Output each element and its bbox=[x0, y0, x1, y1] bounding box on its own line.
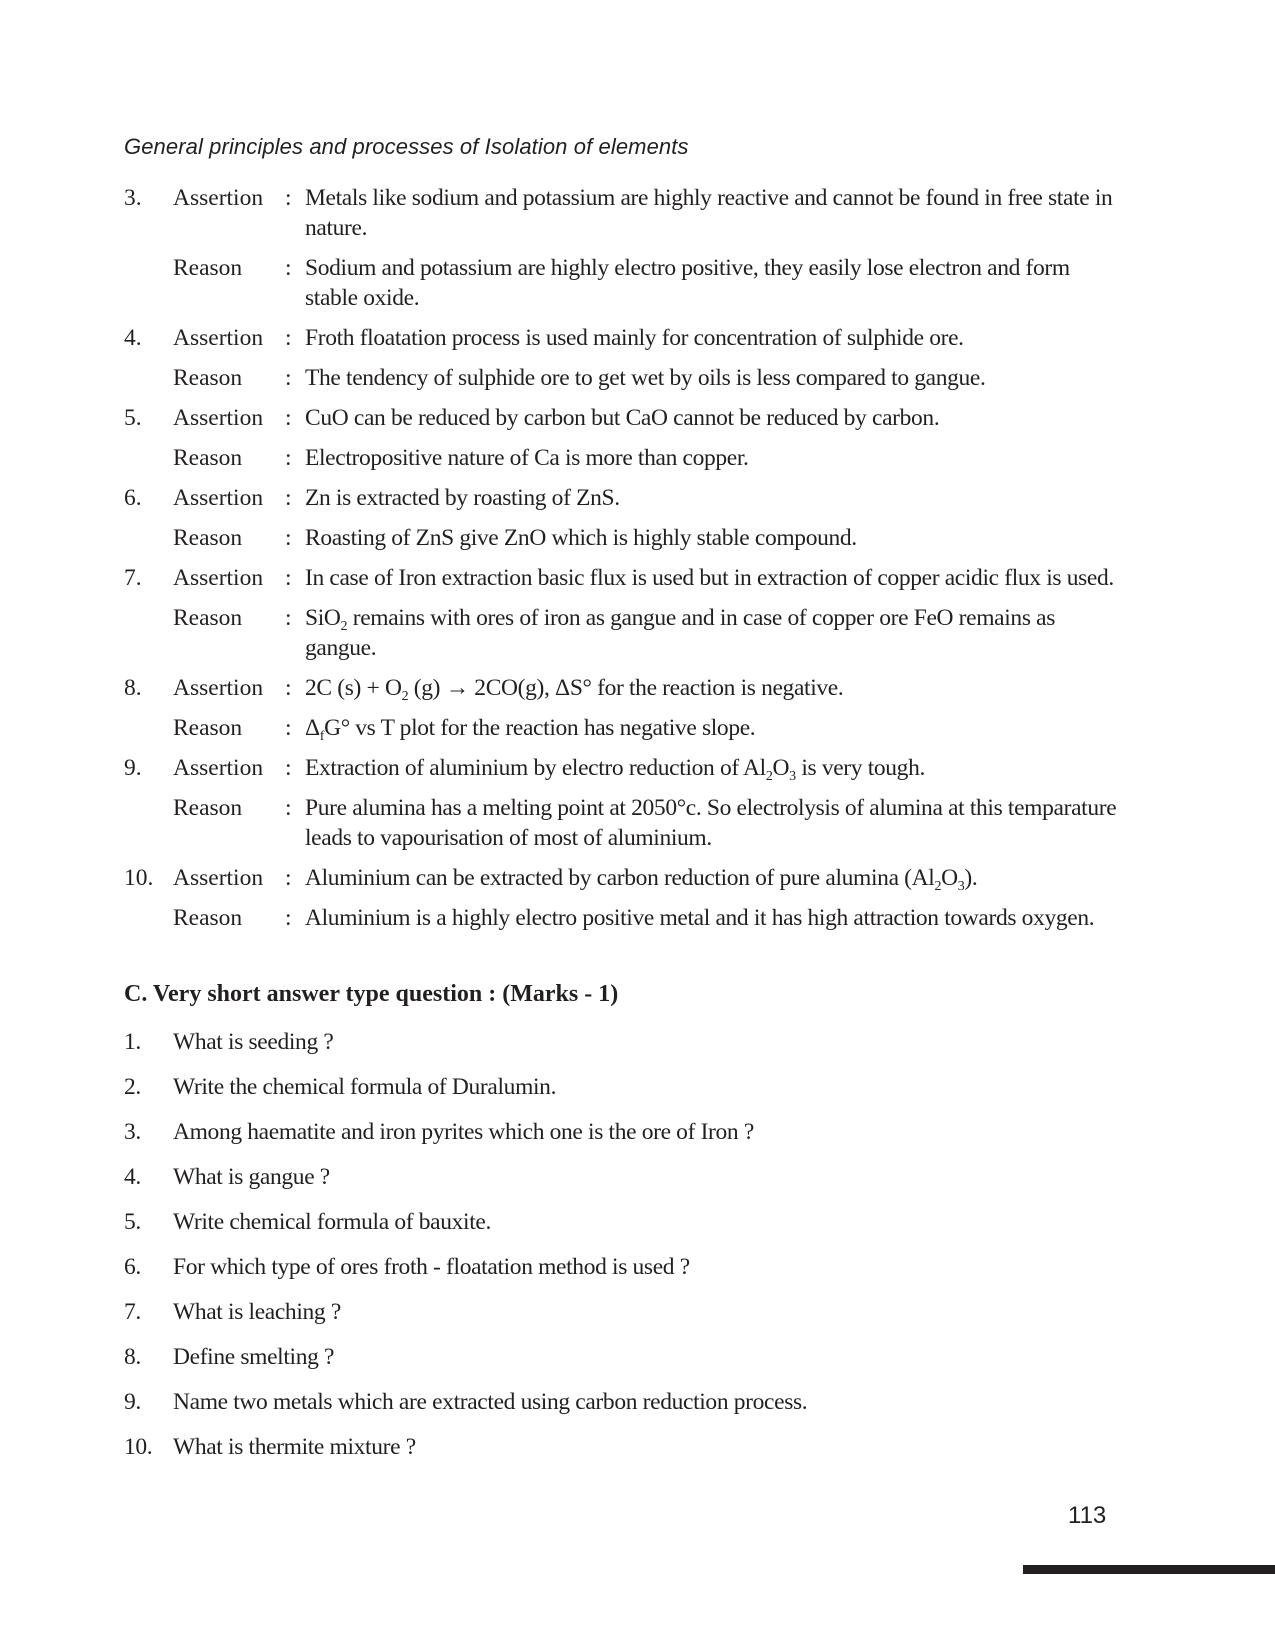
colon: : bbox=[285, 405, 292, 431]
subscript: 2 bbox=[401, 689, 409, 704]
section-heading: C. Very short answer type question : (Marks - 1) bbox=[124, 981, 619, 1007]
list-item bbox=[124, 1027, 1124, 1072]
reason-text: Pure alumina has a melting point at 2050°c. So electrolysis of alumina at this temparature leads to vapourisation of most of aluminium. bbox=[305, 795, 1117, 851]
question-text: What is seeding ? bbox=[173, 1029, 334, 1055]
colon: : bbox=[285, 365, 292, 391]
question-number: 7. bbox=[124, 565, 142, 591]
question-text: Name two metals which are extracted using carbon reduction process. bbox=[173, 1389, 808, 1415]
reason-label: Reason bbox=[173, 255, 243, 281]
assertion-text bbox=[305, 753, 1124, 783]
list-item bbox=[124, 1342, 1124, 1387]
assertion-text: Metals like sodium and potassium are highly reactive and cannot be found in free state in nature. bbox=[305, 185, 1113, 241]
colon: : bbox=[285, 905, 292, 931]
assertion-label: Assertion bbox=[173, 755, 264, 781]
subscript: 2 bbox=[340, 619, 348, 634]
page-number: 113 bbox=[1068, 1502, 1107, 1529]
reason-label: Reason bbox=[173, 795, 243, 821]
reason-text: The tendency of sulphide ore to get wet by oils is less compared to gangue. bbox=[305, 365, 986, 391]
question-number: 3. bbox=[124, 1119, 141, 1145]
question-text: Write chemical formula of bauxite. bbox=[173, 1209, 491, 1235]
subscript: 3 bbox=[789, 769, 796, 784]
formula-part: O bbox=[772, 755, 790, 781]
running-head: General principles and processes of Isolation of elements bbox=[124, 134, 689, 159]
question-number: 4. bbox=[124, 325, 142, 351]
colon: : bbox=[285, 565, 292, 591]
reason-text: Aluminium is a highly electro positive metal and it has high attraction towards oxygen. bbox=[305, 905, 1095, 931]
reason-text-rest: remains with ores of iron as gangue and in case of copper ore FeO remains as gangue. bbox=[305, 605, 1056, 661]
reason-row bbox=[124, 903, 1124, 933]
question-number: 5. bbox=[124, 405, 142, 431]
reason-label: Reason bbox=[173, 445, 243, 471]
colon: : bbox=[285, 525, 292, 551]
list-item bbox=[124, 1117, 1124, 1162]
question-number: 10. bbox=[124, 865, 154, 891]
colon: : bbox=[285, 485, 292, 511]
colon: : bbox=[285, 255, 292, 281]
assertion-text: Froth floatation process is used mainly for concentration of sulphide ore. bbox=[305, 325, 964, 351]
list-item bbox=[124, 1072, 1124, 1117]
question-number: 6. bbox=[124, 485, 142, 511]
question-number: 8. bbox=[124, 1344, 141, 1370]
reason-row bbox=[124, 713, 1124, 743]
reason-row bbox=[124, 363, 1124, 393]
assertion-label: Assertion bbox=[173, 485, 264, 511]
formula-part: O bbox=[941, 865, 958, 891]
reason-label: Reason bbox=[173, 605, 243, 631]
subscript: 2 bbox=[765, 769, 773, 784]
short-answer-list bbox=[124, 1027, 1124, 1477]
colon: : bbox=[285, 445, 292, 471]
assertion-text bbox=[305, 863, 1124, 893]
question-number: 4. bbox=[124, 1164, 141, 1190]
reason-row bbox=[124, 793, 1124, 853]
colon: : bbox=[285, 795, 292, 821]
question-text: Write the chemical formula of Duralumin. bbox=[173, 1074, 557, 1100]
assertion-text: CuO can be reduced by carbon but CaO cannot be reduced by carbon. bbox=[305, 405, 940, 431]
list-item bbox=[124, 1207, 1124, 1252]
assertion-reason-list bbox=[124, 183, 1124, 933]
question-text: Among haematite and iron pyrites which one is the ore of Iron ? bbox=[173, 1119, 754, 1145]
assertion-text-rest: (g) → 2CO(g), ΔS° for the reaction is negative. bbox=[408, 675, 844, 701]
reason-text: Roasting of ZnS give ZnO which is highly stable compound. bbox=[305, 525, 857, 551]
question-number: 3. bbox=[124, 185, 142, 211]
subscript: 3 bbox=[957, 879, 965, 894]
reason-label: Reason bbox=[173, 905, 243, 931]
question-number: 10. bbox=[124, 1434, 153, 1460]
colon: : bbox=[285, 865, 292, 891]
formula-part: Aluminium can be extracted by carbon reduction of pure alumina (Al bbox=[305, 865, 935, 891]
reason-label: Reason bbox=[173, 365, 243, 391]
question-text: Define smelting ? bbox=[173, 1344, 335, 1370]
assertion-label: Assertion bbox=[173, 405, 264, 431]
assertion-label: Assertion bbox=[173, 865, 264, 891]
assertion-row bbox=[124, 183, 1124, 243]
reason-row bbox=[124, 603, 1124, 663]
assertion-label: Assertion bbox=[173, 675, 264, 701]
list-item bbox=[124, 1252, 1124, 1297]
reason-row bbox=[124, 253, 1124, 313]
question-number: 9. bbox=[124, 1389, 141, 1415]
question-number: 2. bbox=[124, 1074, 141, 1100]
list-item bbox=[124, 1297, 1124, 1342]
colon: : bbox=[285, 715, 292, 741]
colon: : bbox=[285, 325, 292, 351]
question-number: 8. bbox=[124, 675, 142, 701]
question-number: 1. bbox=[124, 1029, 141, 1055]
reason-text: Electropositive nature of Ca is more than copper. bbox=[305, 445, 749, 471]
colon: : bbox=[285, 605, 292, 631]
question-number: 7. bbox=[124, 1299, 141, 1325]
formula-part: 2C (s) + O bbox=[305, 675, 402, 701]
question-number: 5. bbox=[124, 1209, 141, 1235]
subscript: f bbox=[319, 729, 325, 744]
colon: : bbox=[285, 185, 292, 211]
reason-label: Reason bbox=[173, 525, 243, 551]
assertion-row bbox=[124, 563, 1124, 593]
question-text: What is gangue ? bbox=[173, 1164, 330, 1190]
assertion-row bbox=[124, 403, 1124, 433]
colon: : bbox=[285, 755, 292, 781]
formula-part: SiO bbox=[305, 605, 341, 631]
list-item bbox=[124, 1432, 1124, 1477]
reason-text bbox=[305, 713, 1124, 743]
question-text: What is leaching ? bbox=[173, 1299, 341, 1325]
reason-label: Reason bbox=[173, 715, 243, 741]
assertion-row bbox=[124, 673, 1124, 703]
assertion-text-rest: is very tough. bbox=[795, 755, 926, 781]
assertion-row bbox=[124, 863, 1124, 893]
assertion-text bbox=[305, 673, 1124, 703]
assertion-row bbox=[124, 753, 1124, 783]
formula-part: Δ bbox=[305, 715, 320, 741]
assertion-label: Assertion bbox=[173, 325, 264, 351]
reason-text bbox=[305, 603, 1124, 663]
list-item bbox=[124, 1162, 1124, 1207]
reason-text: Sodium and potassium are highly electro positive, they easily lose electron and form stable oxide. bbox=[305, 255, 1070, 311]
assertion-row bbox=[124, 323, 1124, 353]
reason-row bbox=[124, 523, 1124, 553]
formula-part: Extraction of aluminium by electro reduction of Al bbox=[305, 755, 766, 781]
subscript: 2 bbox=[934, 879, 942, 894]
assertion-label: Assertion bbox=[173, 185, 264, 211]
question-text: For which type of ores froth - floatation method is used ? bbox=[173, 1254, 690, 1280]
reason-row bbox=[124, 443, 1124, 473]
question-text: What is thermite mixture ? bbox=[173, 1434, 416, 1460]
reason-text-rest: G° vs T plot for the reaction has negative slope. bbox=[324, 715, 756, 741]
assertion-text-rest: ). bbox=[964, 865, 978, 891]
list-item bbox=[124, 1387, 1124, 1432]
footer-bar bbox=[1023, 1565, 1275, 1574]
assertion-text: In case of Iron extraction basic flux is used but in extraction of copper acidic flux is used. bbox=[305, 565, 1114, 591]
assertion-row bbox=[124, 483, 1124, 513]
colon: : bbox=[285, 675, 292, 701]
assertion-text: Zn is extracted by roasting of ZnS. bbox=[305, 485, 620, 511]
question-number: 6. bbox=[124, 1254, 141, 1280]
question-number: 9. bbox=[124, 755, 142, 781]
assertion-label: Assertion bbox=[173, 565, 264, 591]
